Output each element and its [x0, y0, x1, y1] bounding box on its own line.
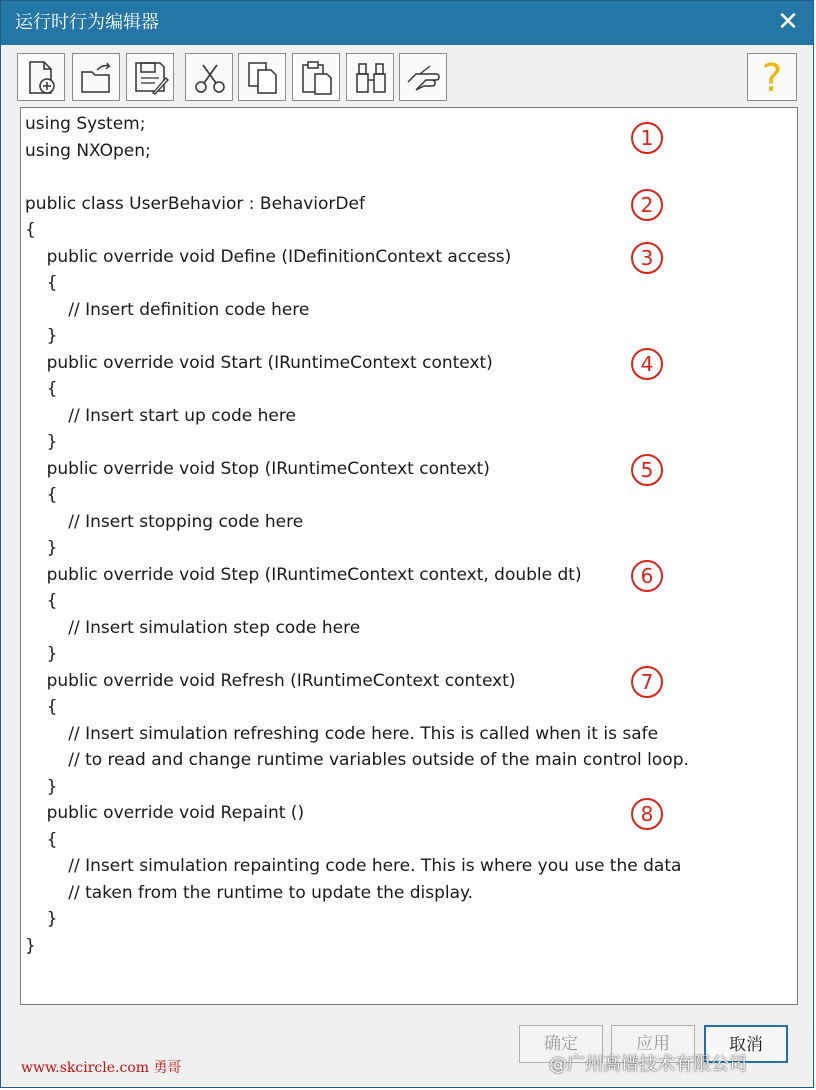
code-line[interactable]: // taken from the runtime to update the display. — [25, 882, 474, 903]
annotation-marker-5: 5 — [631, 454, 663, 486]
code-line[interactable]: } — [25, 776, 58, 797]
open-file-icon — [79, 60, 115, 96]
code-line[interactable]: public override void Refresh (IRuntimeContext context) — [25, 670, 516, 691]
watermark-right: @广州高谱技术有限公司 — [549, 1054, 747, 1075]
copy-button[interactable] — [238, 53, 286, 101]
title-bar[interactable] — [1, 1, 813, 45]
code-editor[interactable] — [20, 107, 798, 1005]
code-line[interactable]: { — [25, 273, 58, 293]
code-text[interactable] — [25, 111, 689, 959]
code-line[interactable]: // Insert simulation repainting code here. This is where you use the data — [25, 856, 682, 876]
code-line[interactable]: // Insert definition code here — [25, 299, 310, 320]
code-line[interactable]: // Insert simulation step code here — [25, 617, 361, 638]
annotation-marker-4: 4 — [631, 348, 663, 380]
paste-icon — [299, 60, 335, 96]
code-line[interactable]: { — [25, 697, 58, 717]
code-line[interactable]: public override void Step (IRuntimeContext context, double dt) — [25, 564, 582, 585]
code-line[interactable]: public override void Stop (IRuntimeContext context) — [25, 458, 490, 479]
new-file-icon — [24, 60, 60, 96]
annotation-marker-2: 2 — [631, 189, 663, 221]
code-line[interactable]: } — [25, 909, 58, 929]
code-line[interactable]: { — [25, 591, 58, 611]
new-file-button[interactable] — [17, 53, 65, 101]
annotation-marker-3: 3 — [631, 242, 663, 274]
toolbar — [17, 53, 799, 103]
code-line[interactable]: public class UserBehavior : BehaviorDef — [25, 193, 365, 214]
annotation-marker-6: 6 — [631, 560, 663, 592]
code-line[interactable]: using NXOpen; — [25, 140, 151, 161]
code-line[interactable]: // Insert start up code here — [25, 405, 296, 426]
cancel-button[interactable]: 取消 — [704, 1025, 788, 1063]
code-line[interactable]: public override void Start (IRuntimeContext context) — [25, 352, 493, 373]
code-line[interactable] — [25, 164, 689, 191]
code-line[interactable]: } — [25, 326, 58, 346]
ok-button[interactable]: 确定 — [519, 1025, 603, 1063]
save-icon — [133, 60, 169, 96]
code-line[interactable]: } — [25, 538, 58, 558]
code-line[interactable]: using System; — [25, 114, 146, 134]
paste-button[interactable] — [292, 53, 340, 101]
cut-button[interactable] — [185, 53, 233, 101]
code-line[interactable]: { — [25, 379, 58, 399]
code-line[interactable]: { — [25, 220, 36, 240]
code-line[interactable]: // Insert simulation refreshing code here. This is called when it is safe — [25, 723, 659, 744]
save-button[interactable] — [126, 53, 174, 101]
window-title: 运行时行为编辑器 — [15, 12, 159, 33]
help-icon: ? — [761, 56, 783, 100]
apply-button[interactable]: 应用 — [611, 1025, 695, 1063]
goto-button[interactable] — [399, 53, 447, 101]
code-line[interactable]: public override void Define (IDefinitionContext access) — [25, 246, 512, 267]
close-button[interactable]: ✕ — [777, 7, 799, 37]
annotation-marker-1: 1 — [631, 122, 663, 154]
code-line[interactable]: { — [25, 829, 58, 850]
copy-icon — [245, 60, 281, 96]
code-line[interactable]: { — [25, 485, 58, 505]
find-icon — [353, 60, 389, 96]
annotation-marker-7: 7 — [631, 666, 663, 698]
code-line[interactable]: public override void Repaint () — [25, 803, 305, 823]
cut-icon — [192, 60, 228, 96]
code-line[interactable]: } — [25, 644, 58, 664]
help-button[interactable] — [747, 53, 797, 101]
goto-icon — [406, 60, 442, 96]
open-file-button[interactable] — [72, 53, 120, 101]
find-button[interactable] — [346, 53, 394, 101]
code-line[interactable]: // to read and change runtime variables outside of the main control loop. — [25, 750, 689, 770]
annotation-marker-8: 8 — [631, 798, 663, 830]
code-line[interactable]: } — [25, 935, 36, 956]
code-line[interactable]: } — [25, 432, 58, 452]
watermark-left: www.skcircle.com 勇哥 — [21, 1060, 182, 1076]
code-line[interactable]: // Insert stopping code here — [25, 511, 304, 532]
